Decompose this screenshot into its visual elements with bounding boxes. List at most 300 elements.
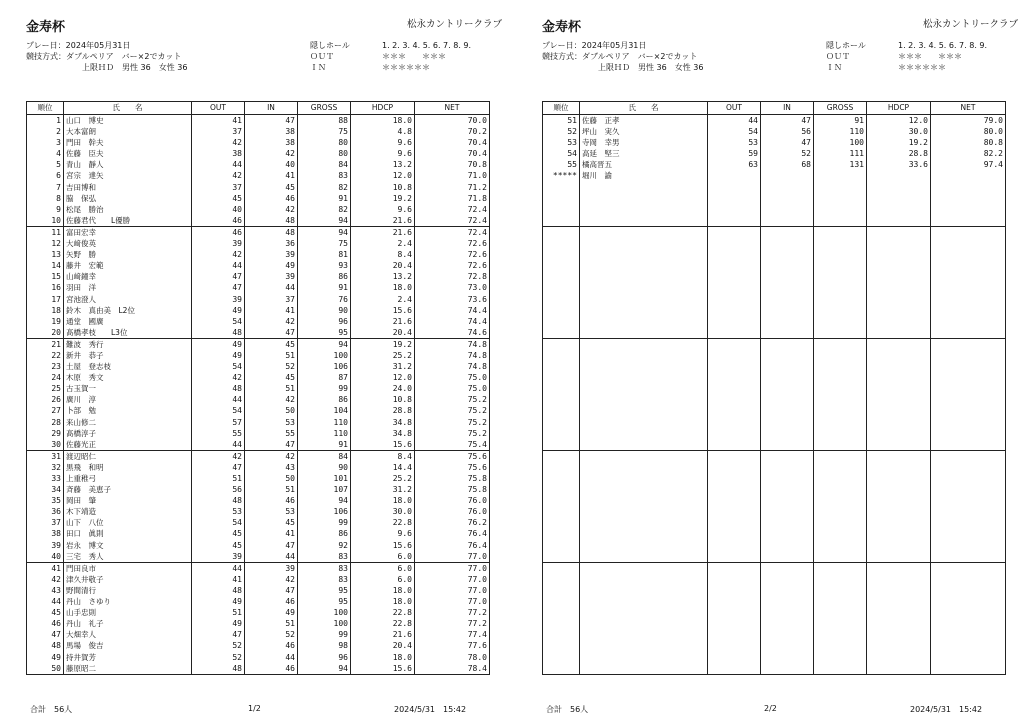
empty-cell — [579, 227, 707, 238]
player-name: 宮池澄人 — [63, 294, 191, 305]
hidden-holes: 1. 2. 3. 4. 5. 6. 7. 8. 9. — [898, 41, 988, 50]
player-name: 吉田博和 — [63, 182, 191, 193]
column-header: 順位 — [37, 103, 53, 112]
empty-cell — [813, 629, 866, 640]
empty-row — [543, 249, 1005, 260]
empty-row — [543, 629, 1005, 640]
empty-cell — [579, 618, 707, 629]
cell-rank: 55 — [567, 160, 577, 170]
cell-hdcp: 19.2 — [350, 339, 414, 350]
player-name: 宮宗 達矢 — [63, 170, 191, 181]
cell-rank: 45 — [51, 608, 61, 618]
cell-out: 46 — [191, 215, 244, 226]
empty-cell — [707, 227, 760, 238]
table-row — [27, 640, 489, 651]
empty-cell — [760, 394, 813, 405]
cell-rank: 15 — [51, 272, 61, 282]
cell-hdcp: 19.2 — [866, 137, 930, 148]
cell-out: 49 — [191, 305, 244, 316]
empty-cell — [930, 517, 1005, 528]
empty-cell — [707, 383, 760, 394]
cell-rank: 51 — [567, 116, 577, 125]
cell-in: 53 — [244, 506, 297, 517]
empty-cell — [543, 193, 579, 204]
table-row — [543, 159, 1005, 170]
empty-row — [543, 574, 1005, 585]
cell-net: 79.0 — [930, 115, 1005, 126]
cell-net: 72.4 — [414, 215, 489, 226]
player-name: 新井 恭子 — [63, 350, 191, 361]
cell-in: 46 — [244, 596, 297, 607]
cell-gross: 100 — [297, 607, 350, 618]
empty-row — [543, 540, 1005, 551]
empty-cell — [813, 182, 866, 193]
table-row — [27, 585, 489, 596]
player-name: 脇 保弘 — [63, 193, 191, 204]
cell-hdcp: 21.6 — [350, 629, 414, 640]
table-row — [27, 126, 489, 137]
empty-row — [543, 327, 1005, 339]
empty-cell — [543, 417, 579, 428]
player-name: 門田良市 — [63, 563, 191, 574]
cell-hdcp: 6.0 — [350, 574, 414, 585]
empty-cell — [813, 473, 866, 484]
empty-cell — [760, 350, 813, 361]
empty-cell — [707, 618, 760, 629]
cell-out: 45 — [191, 540, 244, 551]
empty-row — [543, 640, 1005, 651]
empty-row — [543, 227, 1005, 238]
cell-hdcp: 18.0 — [350, 115, 414, 126]
empty-cell — [813, 316, 866, 327]
result-page-1 — [20, 0, 512, 724]
column-header: IN — [244, 102, 297, 114]
cell-gross: 90 — [297, 305, 350, 316]
table-row — [27, 148, 489, 159]
cell-rank: 39 — [51, 540, 61, 550]
cell-out: 44 — [191, 439, 244, 450]
empty-row — [543, 383, 1005, 394]
cell-in: 48 — [244, 215, 297, 226]
empty-cell — [813, 350, 866, 361]
cell-net: 77.0 — [414, 563, 489, 574]
empty-cell — [866, 294, 930, 305]
player-name: 大畑幸人 — [63, 629, 191, 640]
empty-cell — [930, 629, 1005, 640]
empty-cell — [579, 574, 707, 585]
empty-cell — [866, 260, 930, 271]
player-name: 木下靖造 — [63, 506, 191, 517]
empty-row — [543, 260, 1005, 271]
table-row — [27, 618, 489, 629]
empty-cell — [866, 327, 930, 338]
cell-out: 42 — [191, 170, 244, 181]
cell-hdcp: 6.0 — [350, 563, 414, 574]
empty-row — [543, 473, 1005, 484]
in-label: ＩＮ — [310, 63, 326, 72]
cell-rank: 8 — [56, 193, 61, 203]
cell-gross: 94 — [297, 227, 350, 238]
empty-cell — [813, 663, 866, 674]
empty-row — [543, 282, 1005, 293]
cell-hdcp: 9.6 — [350, 528, 414, 539]
cell-hdcp: 24.0 — [350, 383, 414, 394]
cell-rank: 33 — [51, 474, 61, 483]
footer-total: 合計 56人 — [30, 705, 73, 714]
empty-cell — [813, 193, 866, 204]
empty-cell — [866, 517, 930, 528]
empty-row — [543, 305, 1005, 316]
cell-out: 48 — [191, 585, 244, 596]
empty-cell — [760, 204, 813, 215]
empty-row — [543, 417, 1005, 428]
player-name: 渡辺昭仁 — [63, 451, 191, 462]
out-hidden-marks: ＊＊＊ ＊＊＊ — [382, 52, 446, 61]
cell-out: 47 — [191, 629, 244, 640]
table-row — [27, 282, 489, 293]
cell-rank: 4 — [56, 149, 61, 159]
empty-cell — [760, 327, 813, 338]
cell-gross: 80 — [297, 148, 350, 159]
empty-cell — [930, 663, 1005, 674]
player-name: 山手忠則 — [63, 607, 191, 618]
empty-cell — [813, 596, 866, 607]
empty-row — [543, 372, 1005, 383]
player-name: 山﨑鐘幸 — [63, 271, 191, 282]
cell-rank: 48 — [51, 641, 61, 651]
cell-out: 47 — [191, 282, 244, 293]
empty-cell — [866, 663, 930, 674]
table-row — [27, 439, 489, 451]
cell-gross: 82 — [297, 182, 350, 193]
empty-cell — [930, 215, 1005, 226]
cell-out: 55 — [191, 428, 244, 439]
empty-cell — [579, 294, 707, 305]
empty-cell — [930, 607, 1005, 618]
cell-out: 56 — [191, 484, 244, 495]
empty-cell — [579, 528, 707, 539]
empty-cell — [579, 506, 707, 517]
cell-gross: 101 — [297, 473, 350, 484]
cell-in: 47 — [244, 115, 297, 126]
empty-cell — [579, 271, 707, 282]
empty-row — [543, 361, 1005, 372]
cell-in: 51 — [244, 484, 297, 495]
cell-out: 39 — [191, 238, 244, 249]
cell-gross: 90 — [297, 462, 350, 473]
empty-cell — [760, 629, 813, 640]
table-row — [27, 215, 489, 227]
cell-rank: 10 — [51, 215, 61, 225]
empty-row — [543, 428, 1005, 439]
empty-cell — [930, 282, 1005, 293]
cell-out: 46 — [191, 227, 244, 238]
player-name: 上重稚弓 — [63, 473, 191, 484]
empty-cell — [707, 517, 760, 528]
empty-cell — [760, 528, 813, 539]
empty-cell — [813, 305, 866, 316]
empty-cell — [866, 238, 930, 249]
cell-in: 41 — [244, 170, 297, 181]
cell-hdcp: 19.2 — [350, 193, 414, 204]
cell-net: 72.6 — [414, 260, 489, 271]
empty-cell — [579, 428, 707, 439]
cell-gross: 96 — [297, 652, 350, 663]
cell-rank: 42 — [51, 574, 61, 584]
table-row — [27, 193, 489, 204]
empty-cell — [813, 585, 866, 596]
column-header: NET — [930, 102, 1005, 114]
cell-hdcp: 10.8 — [350, 394, 414, 405]
table-row — [27, 506, 489, 517]
table-row — [27, 159, 489, 170]
cell-in: 39 — [244, 563, 297, 574]
cell-net: 75.8 — [414, 473, 489, 484]
cell-net: 71.2 — [414, 182, 489, 193]
empty-cell — [813, 652, 866, 663]
table-header — [543, 102, 1005, 115]
cell-in: 36 — [244, 238, 297, 249]
player-name: 佐藤君代 L優勝 — [63, 215, 191, 226]
cell-net: 76.4 — [414, 540, 489, 551]
cell-hdcp — [866, 170, 930, 181]
table-row — [543, 115, 1005, 126]
empty-cell — [579, 462, 707, 473]
player-name: 来山修二 — [63, 417, 191, 428]
empty-cell — [866, 305, 930, 316]
cell-in: 39 — [244, 249, 297, 260]
cell-net: 71.8 — [414, 193, 489, 204]
cell-in: 46 — [244, 193, 297, 204]
cell-out: 37 — [191, 126, 244, 137]
cell-in: 51 — [244, 350, 297, 361]
cell-hdcp: 15.6 — [350, 663, 414, 674]
empty-cell — [813, 495, 866, 506]
table-row — [27, 339, 489, 350]
empty-row — [543, 316, 1005, 327]
cell-rank: 17 — [51, 294, 61, 304]
player-name: 青山 靜人 — [63, 159, 191, 170]
footer-timestamp: 2024/5/31 15:42 — [910, 705, 983, 714]
table-row — [27, 428, 489, 439]
table-row — [543, 170, 1005, 181]
empty-cell — [707, 540, 760, 551]
player-name: 卜部 勉 — [63, 405, 191, 416]
empty-row — [543, 495, 1005, 506]
empty-row — [543, 394, 1005, 405]
cell-gross: 99 — [297, 629, 350, 640]
empty-cell — [579, 282, 707, 293]
cell-gross: 84 — [297, 159, 350, 170]
cell-net: 75.4 — [414, 439, 489, 450]
empty-cell — [930, 528, 1005, 539]
cell-hdcp: 13.2 — [350, 159, 414, 170]
cell-net: 74.6 — [414, 327, 489, 338]
cell-gross: 95 — [297, 596, 350, 607]
cell-gross: 83 — [297, 551, 350, 562]
play-date: プレー日：2024年05月31日 — [542, 41, 647, 50]
empty-cell — [579, 372, 707, 383]
empty-cell — [930, 327, 1005, 338]
cell-gross: 98 — [297, 640, 350, 651]
empty-cell — [543, 204, 579, 215]
cell-gross: 100 — [813, 137, 866, 148]
cell-hdcp: 25.2 — [350, 350, 414, 361]
empty-cell — [707, 473, 760, 484]
empty-cell — [579, 316, 707, 327]
player-name: 土屋 登志枝 — [63, 361, 191, 372]
table-row — [27, 405, 489, 416]
empty-cell — [866, 574, 930, 585]
player-name: 岡田 肇 — [63, 495, 191, 506]
empty-cell — [760, 439, 813, 450]
empty-row — [543, 652, 1005, 663]
empty-cell — [707, 215, 760, 226]
player-name: 丹山 さゆり — [63, 596, 191, 607]
cell-gross: 106 — [297, 361, 350, 372]
empty-cell — [866, 394, 930, 405]
cell-rank: 32 — [51, 462, 61, 472]
cell-in: 47 — [244, 327, 297, 338]
empty-cell — [707, 652, 760, 663]
cell-hdcp: 34.8 — [350, 428, 414, 439]
table-row — [27, 663, 489, 674]
results-table — [26, 101, 490, 675]
cell-rank: 24 — [51, 373, 61, 383]
empty-cell — [760, 294, 813, 305]
empty-cell — [866, 652, 930, 663]
player-name: 藤井 宏範 — [63, 260, 191, 271]
column-header: 氏 名 — [63, 102, 191, 114]
cell-rank: 7 — [56, 182, 61, 192]
empty-cell — [866, 528, 930, 539]
cell-in: 45 — [244, 517, 297, 528]
empty-cell — [813, 506, 866, 517]
cell-in: 49 — [244, 607, 297, 618]
player-name: 富田宏幸 — [63, 227, 191, 238]
column-header: GROSS — [813, 102, 866, 114]
cell-gross: 76 — [297, 294, 350, 305]
empty-cell — [930, 361, 1005, 372]
empty-cell — [579, 551, 707, 562]
empty-cell — [813, 640, 866, 651]
empty-cell — [760, 271, 813, 282]
empty-cell — [760, 227, 813, 238]
empty-cell — [866, 383, 930, 394]
cell-gross: 91 — [813, 115, 866, 126]
player-name: 寺岡 幸男 — [579, 137, 707, 148]
cell-net: 76.2 — [414, 517, 489, 528]
empty-cell — [866, 629, 930, 640]
cell-net: 72.4 — [414, 227, 489, 238]
empty-row — [543, 204, 1005, 215]
empty-cell — [543, 316, 579, 327]
table-row — [27, 316, 489, 327]
cell-out: 53 — [191, 506, 244, 517]
empty-row — [543, 215, 1005, 227]
cell-net: 77.0 — [414, 551, 489, 562]
cell-out: 48 — [191, 663, 244, 674]
in-label: ＩＮ — [826, 63, 842, 72]
empty-cell — [707, 428, 760, 439]
table-row — [27, 495, 489, 506]
empty-cell — [930, 618, 1005, 629]
cell-gross — [813, 170, 866, 181]
cell-hdcp: 21.6 — [350, 215, 414, 226]
cell-in: 44 — [244, 551, 297, 562]
empty-row — [543, 271, 1005, 282]
competition-method: 競技方式：ダブルペリア バー×2でカット — [26, 52, 182, 61]
empty-cell — [930, 350, 1005, 361]
table-row — [27, 115, 489, 126]
empty-cell — [543, 372, 579, 383]
cell-gross: 94 — [297, 663, 350, 674]
empty-cell — [866, 596, 930, 607]
player-name: 山下 八位 — [63, 517, 191, 528]
cell-net: 77.6 — [414, 640, 489, 651]
cell-hdcp: 31.2 — [350, 361, 414, 372]
cell-hdcp: 21.6 — [350, 227, 414, 238]
cell-in: 37 — [244, 294, 297, 305]
empty-row — [543, 563, 1005, 574]
cell-hdcp: 9.6 — [350, 204, 414, 215]
cell-gross: 111 — [813, 148, 866, 159]
empty-cell — [707, 294, 760, 305]
empty-cell — [707, 282, 760, 293]
empty-cell — [543, 271, 579, 282]
cell-rank: 21 — [51, 339, 61, 349]
empty-row — [543, 439, 1005, 451]
cell-net: 76.0 — [414, 506, 489, 517]
cell-hdcp: 18.0 — [350, 495, 414, 506]
cell-gross: 99 — [297, 517, 350, 528]
cell-hdcp: 22.8 — [350, 517, 414, 528]
empty-cell — [543, 339, 579, 350]
empty-cell — [760, 563, 813, 574]
cell-rank: 25 — [51, 384, 61, 394]
empty-cell — [760, 652, 813, 663]
empty-row — [543, 350, 1005, 361]
empty-cell — [579, 405, 707, 416]
empty-cell — [543, 629, 579, 640]
cell-gross: 104 — [297, 405, 350, 416]
cell-in: 47 — [760, 115, 813, 126]
cell-rank: 9 — [56, 204, 61, 214]
empty-cell — [813, 405, 866, 416]
cell-gross: 110 — [297, 428, 350, 439]
empty-cell — [543, 663, 579, 674]
empty-cell — [579, 361, 707, 372]
empty-cell — [813, 238, 866, 249]
empty-cell — [866, 271, 930, 282]
empty-cell — [813, 327, 866, 338]
cell-net: 71.0 — [414, 170, 489, 181]
cell-rank: 19 — [51, 316, 61, 326]
empty-cell — [930, 227, 1005, 238]
empty-cell — [543, 506, 579, 517]
empty-cell — [543, 517, 579, 528]
table-row — [27, 170, 489, 181]
empty-row — [543, 193, 1005, 204]
empty-cell — [543, 596, 579, 607]
empty-cell — [813, 271, 866, 282]
cell-hdcp: 6.0 — [350, 551, 414, 562]
empty-cell — [813, 618, 866, 629]
cell-in: 43 — [244, 462, 297, 473]
empty-row — [543, 484, 1005, 495]
cell-in: 52 — [244, 629, 297, 640]
empty-cell — [760, 540, 813, 551]
